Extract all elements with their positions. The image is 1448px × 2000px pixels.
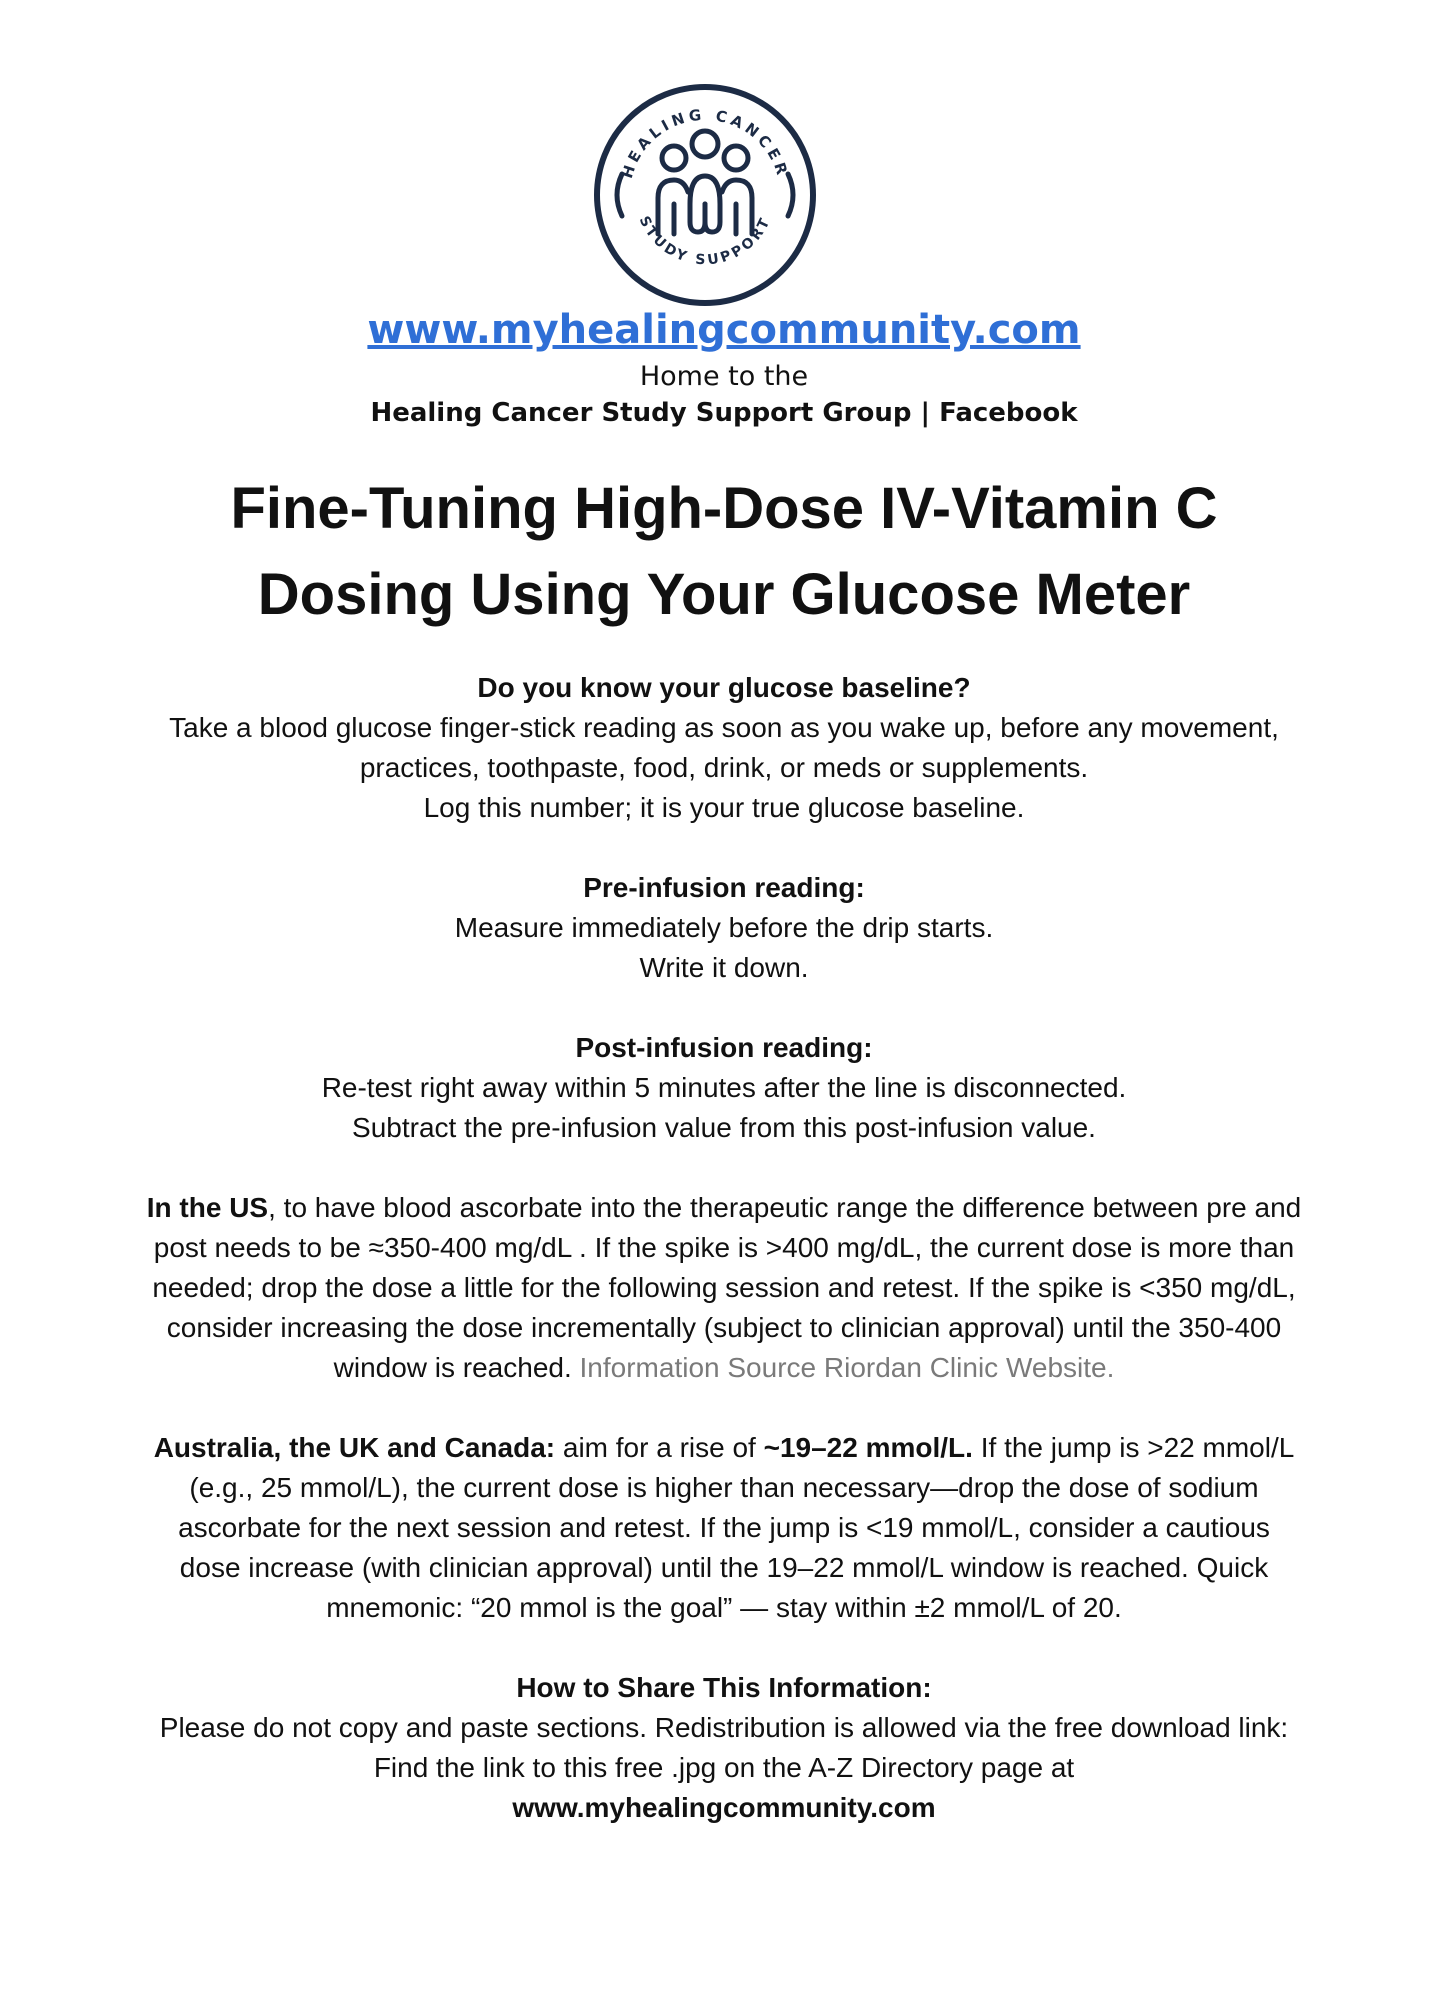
us-line-4: consider increasing the dose incrementally (subject to clinician approval) until the 350-400 (166, 1312, 1282, 1343)
logo (592, 82, 818, 308)
share-heading: How to Share This Information: (516, 1672, 932, 1703)
us-line-2: post needs to be ≈350-400 mg/dL . If the spike is >400 mg/dL, the current dose is more than (153, 1232, 1295, 1263)
share-link[interactable]: www.myhealingcommunity.com (512, 1792, 936, 1823)
intl-line-1 (120, 1428, 1328, 1468)
post-infusion-line-1: Re-test right away within 5 minutes after the line is disconnected. (321, 1072, 1127, 1103)
intl-aim: aim for a rise of (555, 1432, 764, 1463)
healing-cancer-study-support-logo-icon (592, 82, 818, 308)
us-line-5 (120, 1348, 1328, 1388)
site-link[interactable]: www.myhealingcommunity.com (367, 307, 1081, 353)
page-title (0, 466, 1448, 638)
pre-infusion-section (120, 868, 1328, 988)
baseline-heading: Do you know your glucose baseline? (477, 672, 971, 703)
facebook-group-name: Healing Cancer Study Support Group | Facebook (370, 398, 1078, 428)
share-line-1: Please do not copy and paste sections. Redistribution is allowed via the free download link: (159, 1712, 1289, 1743)
pre-infusion-line-2: Write it down. (639, 952, 809, 983)
intl-line-3: ascorbate for the next session and retest. If the jump is <19 mmol/L, consider a cautious (178, 1512, 1270, 1543)
baseline-section (120, 668, 1328, 828)
intl-line-1-rest: If the jump is >22 mmol/L (972, 1432, 1295, 1463)
baseline-line-1: Take a blood glucose finger-stick reading as soon as you wake up, before any movement, (169, 712, 1279, 743)
intl-line-5: mnemonic: “20 mmol is the goal” — stay within ±2 mmol/L of 20. (326, 1592, 1122, 1623)
intl-lead: Australia, the UK and Canada: (153, 1432, 556, 1463)
international-section (120, 1428, 1328, 1628)
title-line-2: Dosing Using Your Glucose Meter (257, 562, 1191, 627)
pre-infusion-line-1: Measure immediately before the drip starts. (454, 912, 994, 943)
post-infusion-section (120, 1028, 1328, 1148)
source-link[interactable]: Information Source Riordan Clinic Website. (579, 1352, 1115, 1383)
post-infusion-heading: Post-infusion reading: (575, 1032, 873, 1063)
pre-infusion-heading: Pre-infusion reading: (583, 872, 865, 903)
intl-line-2: (e.g., 25 mmol/L), the current dose is higher than necessary—drop the dose of sodium (189, 1472, 1259, 1503)
baseline-line-2: practices, toothpaste, food, drink, or meds or supplements. (359, 752, 1089, 783)
baseline-line-3: Log this number; it is your true glucose baseline. (423, 792, 1025, 823)
us-line-1 (120, 1188, 1328, 1228)
us-section (120, 1188, 1328, 1388)
home-to-text: Home to the (639, 361, 809, 392)
logo-top-text: HEALING CANCER (617, 105, 793, 181)
intl-target: ~19–22 mmol/L. (763, 1432, 973, 1463)
us-line-1-text: , to have blood ascorbate into the therapeutic range the difference between pre and (268, 1192, 1302, 1223)
us-line-5-text: window is reached. (333, 1352, 580, 1383)
post-infusion-line-2: Subtract the pre-infusion value from this post-infusion value. (352, 1112, 1096, 1143)
title-line-1: Fine-Tuning High-Dose IV-Vitamin C (230, 476, 1218, 541)
share-section (120, 1668, 1328, 1828)
intl-line-4: dose increase (with clinician approval) until the 19–22 mmol/L window is reached. Quick (179, 1552, 1269, 1583)
us-lead: In the US (146, 1192, 269, 1223)
us-line-3: needed; drop the dose a little for the following session and retest. If the spike is <350 mg/dL, (152, 1272, 1296, 1303)
share-line-2: Find the link to this free .jpg on the A-Z Directory page at (373, 1752, 1075, 1783)
logo-bottom-text: STUDY SUPPORT (635, 213, 775, 269)
